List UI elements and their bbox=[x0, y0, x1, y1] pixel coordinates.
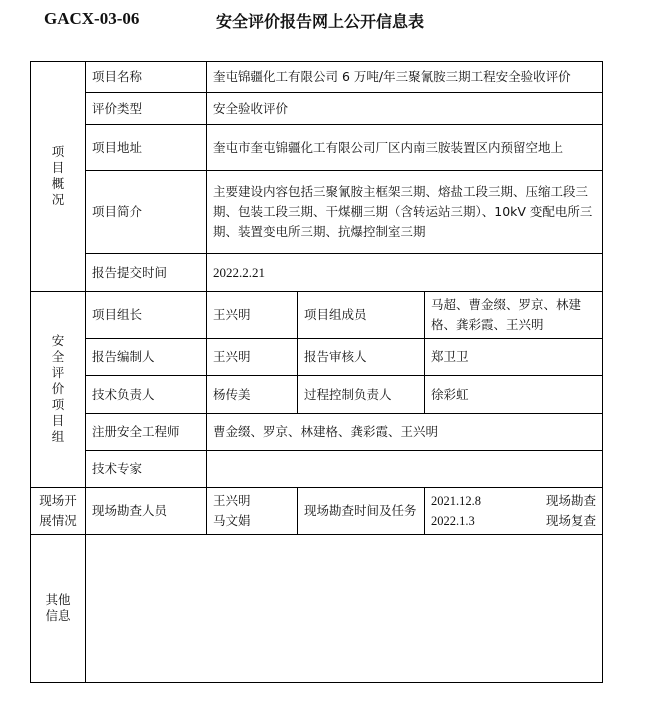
site-staff-2: 马文娟 bbox=[213, 513, 251, 528]
team-section-label: 安全评价项目组 bbox=[31, 292, 86, 488]
leader-value: 王兴明 bbox=[207, 292, 298, 339]
members-value: 马超、曹金缀、罗京、林建格、龚彩霞、王兴明 bbox=[425, 292, 603, 339]
author-value: 王兴明 bbox=[207, 339, 298, 376]
submit-date-label: 报告提交时间 bbox=[86, 254, 207, 292]
info-table bbox=[30, 61, 603, 683]
site-staff-label: 现场勘查人员 bbox=[86, 488, 207, 535]
other-info-value bbox=[86, 535, 603, 683]
site-visits bbox=[425, 488, 603, 535]
author-label: 报告编制人 bbox=[86, 339, 207, 376]
leader-label: 项目组长 bbox=[86, 292, 207, 339]
process-control-value: 徐彩虹 bbox=[425, 376, 603, 414]
site-visit-1 bbox=[431, 491, 596, 511]
eval-type-label: 评价类型 bbox=[86, 93, 207, 125]
eval-type-value: 安全验收评价 bbox=[207, 93, 603, 125]
tech-expert-label: 技术专家 bbox=[86, 451, 207, 488]
project-intro-label: 项目简介 bbox=[86, 171, 207, 254]
safety-engineers-value: 曹金缀、罗京、林建格、龚彩霞、王兴明 bbox=[207, 414, 603, 451]
tech-lead-label: 技术负责人 bbox=[86, 376, 207, 414]
project-address-label: 项目地址 bbox=[86, 125, 207, 171]
tech-expert-value bbox=[207, 451, 603, 488]
site-staff-1: 王兴明 bbox=[213, 493, 251, 508]
page-title: 安全评价报告网上公开信息表 bbox=[216, 12, 425, 31]
site-visit-1-date: 2021.12.8 bbox=[431, 494, 481, 508]
other-section-label: 其他信息 bbox=[31, 535, 86, 683]
process-control-label: 过程控制负责人 bbox=[298, 376, 425, 414]
project-intro-value: 主要建设内容包括三聚氰胺主框架三期、熔盐工段三期、压缩工段三期、包装工段三期、干煤棚三期（含转运站三期）、10kV 变配电所三期、装置变电所三期、抗爆控制室三期 bbox=[207, 171, 603, 254]
tech-lead-value: 杨传美 bbox=[207, 376, 298, 414]
reviewer-label: 报告审核人 bbox=[298, 339, 425, 376]
safety-engineers-label: 注册安全工程师 bbox=[86, 414, 207, 451]
form-code: GACX-03-06 bbox=[44, 9, 140, 28]
project-name-value: 奎屯锦疆化工有限公司 6 万吨/年三聚氰胺三期工程安全验收评价 bbox=[207, 62, 603, 93]
submit-date-value: 2022.2.21 bbox=[207, 254, 603, 292]
site-section-label: 现场开展情况 bbox=[31, 488, 86, 535]
site-visit-2-task: 现场复查 bbox=[546, 513, 597, 528]
reviewer-value: 郑卫卫 bbox=[425, 339, 603, 376]
overview-section-label: 项目概况 bbox=[31, 62, 86, 292]
site-staff-value bbox=[207, 488, 298, 535]
site-visit-2 bbox=[431, 511, 596, 531]
site-visit-1-task: 现场勘查 bbox=[546, 493, 597, 508]
site-visit-2-date: 2022.1.3 bbox=[431, 514, 475, 528]
project-address-value: 奎屯市奎屯锦疆化工有限公司厂区内南三胺装置区内预留空地上 bbox=[207, 125, 603, 171]
project-name-label: 项目名称 bbox=[86, 62, 207, 93]
members-label: 项目组成员 bbox=[298, 292, 425, 339]
site-time-label: 现场勘查时间及任务 bbox=[298, 488, 425, 535]
